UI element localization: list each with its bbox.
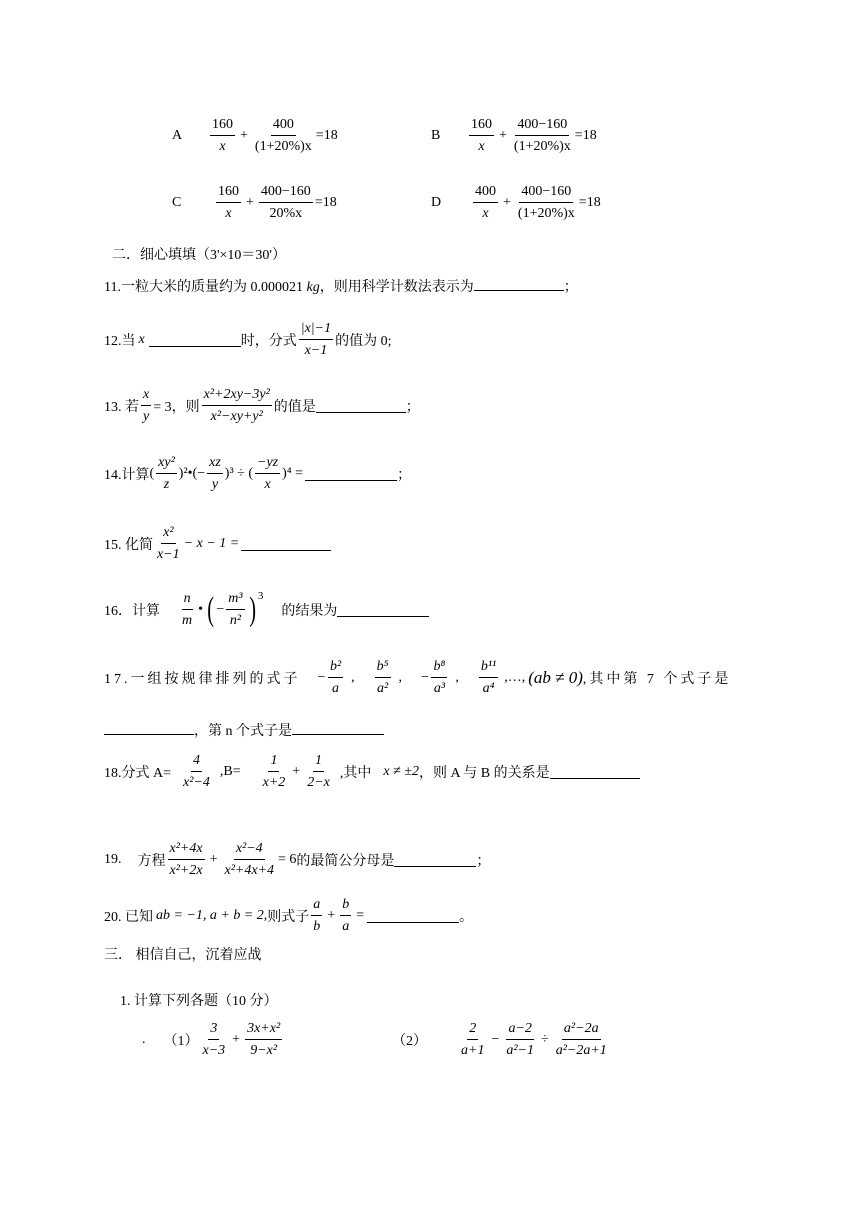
option-b: B $\frac{160}{x}$ + $\frac{400-160}{(1+20\%)x}$ =18 xyxy=(431,117,597,154)
question-15: 15. 化简 $\frac{\text{x²}}{x-1}$ − x − 1 = xyxy=(104,524,331,563)
section-2-heading: 二．细心填填（3'×10＝30'） xyxy=(112,248,286,263)
equals-18: =18 xyxy=(315,127,338,143)
question-19: 19. 方程 $\frac{\text{x²+4x}}{\text{x²+2x}}$ + $\frac{\text{x²−4}}{\text{x²+4x+4}}$ = 6 的最简公分母是 ； xyxy=(104,841,491,878)
fraction: $\frac{\text{x²+4x}}{\text{x²+2x}}$ xyxy=(169,841,203,878)
fraction: $\frac{400-160}{(1+20\%)x}$ xyxy=(517,184,575,221)
option-c-label: C xyxy=(172,194,182,210)
answer-blank[interactable] xyxy=(292,720,384,735)
fraction: $\frac{\text{b⁵}}{\text{a²}}$ xyxy=(376,659,389,696)
fraction: $\frac{160}{x}$ xyxy=(218,184,239,221)
answer-blank[interactable] xyxy=(149,332,241,347)
fraction: $\frac{160}{x}$ xyxy=(212,117,233,154)
fraction: $\frac{1}{x+2}$ xyxy=(262,753,286,790)
question-12: 12.当 x 时，分式 $\frac{|x|-1}{x-1}$ 的值为 0; xyxy=(104,321,392,358)
answer-blank[interactable] xyxy=(474,276,564,291)
answer-blank[interactable] xyxy=(241,536,331,551)
fraction: $\frac{\text{x²+2xy−3y²}}{\text{x²−xy+y²}}$ xyxy=(203,387,270,424)
fraction: $\frac{\text{b¹¹}}{\text{a⁴}}$ xyxy=(480,659,497,696)
question-14: 14.计算 ( $\frac{\text{xy²}}{z}$ )²•(− $\frac{xz}{y}$ )³ ÷ ( $\frac{-yz}{x}$ )⁴ = ； xyxy=(104,455,412,492)
option-d: D $\frac{400}{x}$ + $\frac{400-160}{(1+20\%)x}$ =18 xyxy=(431,184,601,221)
question-11: 11.一粒大米的质量约为 0.000021 kg，则用科学计数法表示为 ； xyxy=(104,276,578,296)
fraction: $\frac{160}{x}$ xyxy=(471,117,492,154)
question-16: 16．计算 $\frac{n}{m}$ • ( − $\frac{\text{m³}}{\text{n²}}$ ) $^3$ 的结果为 xyxy=(104,590,429,629)
calc-title: 1. 计算下列各题（10 分） xyxy=(120,994,278,1009)
fraction: $\frac{\text{3x+x²}}{\text{9−x²}}$ xyxy=(247,1021,281,1058)
equals-18: =18 xyxy=(578,194,601,210)
answer-blank[interactable] xyxy=(316,398,406,413)
fraction: $\frac{2}{a+1}$ xyxy=(461,1021,485,1058)
option-a-label: A xyxy=(172,127,183,143)
fraction: $\frac{400-160}{20\%x}$ xyxy=(260,184,311,221)
answer-blank[interactable] xyxy=(550,764,640,779)
equals-18: =18 xyxy=(314,194,337,210)
fraction: $\frac{400}{(1+20\%)x}$ xyxy=(254,117,312,154)
fraction: $\frac{a-2}{\text{a²−1}}$ xyxy=(506,1021,535,1058)
calc-problem-1: . （1） $\frac{3}{x-3}$ + $\frac{\text{3x+x²}}{\text{9−x²}}$ xyxy=(142,1021,281,1058)
question-13: 13. 若 $\frac{x}{y}$ = 3，则 $\frac{\text{x²+2xy−3y²}}{\text{x²−xy+y²}}$ 的值是 ； xyxy=(104,387,420,424)
fraction: $\frac{|x|-1}{x-1}$ xyxy=(300,321,332,358)
option-c: C $\frac{160}{x}$ + $\frac{400-160}{20\%x}$ =18 xyxy=(172,184,337,221)
score: 3'×10＝30' xyxy=(210,248,272,263)
fraction: $\frac{\text{x²}}{x-1}$ xyxy=(157,525,180,562)
fraction: $\frac{\text{m³}}{\text{n²}}$ xyxy=(228,591,243,628)
fraction: $\frac{xz}{y}$ xyxy=(209,455,221,492)
fraction: $\frac{\text{b⁸}}{\text{a³}}$ xyxy=(433,659,446,696)
option-d-label: D xyxy=(431,194,442,210)
equals-18: =18 xyxy=(574,127,597,143)
fraction: $\frac{\text{b²}}{a}$ xyxy=(329,659,342,696)
question-17-line-2: ，第 n 个式子是 xyxy=(104,720,384,740)
question-17: 17.一组按规律排列的式子 − $\frac{\text{b²}}{a}$ , $\frac{\text{b⁵}}{\text{a²}}$ , − $\frac{\text{b⁸}}{\text{a³}}$ , $\frac{\text{b¹¹}}{\text{a⁴}}$ ,…, (ab ≠ 0) ,其中第 7 个式子是 xyxy=(104,659,732,696)
answer-blank[interactable] xyxy=(367,908,459,923)
fraction: $\frac{4}{\text{x²−4}}$ xyxy=(183,753,210,790)
section-3-heading: 三． 相信自己，沉着应战 xyxy=(104,948,262,963)
answer-blank[interactable] xyxy=(394,852,476,867)
fraction: $\frac{\text{a²−2a}}{\text{a²−2a+1}}$ xyxy=(555,1021,607,1058)
fraction: $\frac{x}{y}$ xyxy=(143,387,150,424)
question-18: 18.分式 A= $\frac{4}{\text{x²−4}}$ ,B= $\frac{1}{x+2}$ + $\frac{1}{2-x}$ ,其中 x ≠ ±2 ，则 A 与 B 的关系是 xyxy=(104,752,640,791)
fraction: $\frac{a}{b}$ xyxy=(313,897,321,934)
option-b-label: B xyxy=(431,127,441,143)
fraction: $\frac{-yz}{x}$ xyxy=(257,455,279,492)
answer-blank[interactable] xyxy=(104,720,194,735)
option-a: A $\frac{160}{x}$ + $\frac{400}{(1+20\%)x}$ =18 xyxy=(172,117,338,154)
fraction: $\frac{\text{x²−4}}{\text{x²+4x+4}}$ xyxy=(224,841,275,878)
calc-problem-2: （2） $\frac{2}{a+1}$ − $\frac{a-2}{\text{a²−1}}$ ÷ $\frac{\text{a²−2a}}{\text{a²−2a+1}}$ xyxy=(392,1021,607,1058)
fraction: $\frac{3}{x-3}$ xyxy=(202,1021,226,1058)
fraction: $\frac{b}{a}$ xyxy=(342,897,350,934)
fraction: $\frac{400-160}{(1+20\%)x}$ xyxy=(513,117,571,154)
fraction: $\frac{1}{2-x}$ xyxy=(307,753,330,790)
answer-blank[interactable] xyxy=(337,602,429,617)
fraction: $\frac{n}{m}$ xyxy=(182,591,193,628)
question-20: 20. 已知 ab = −1, a + b = 2, 则式子 $\frac{a}{b}$ + $\frac{b}{a}$ = 。 xyxy=(104,897,474,934)
fraction: $\frac{400}{x}$ xyxy=(475,184,496,221)
fraction: $\frac{\text{xy²}}{z}$ xyxy=(158,455,175,492)
answer-blank[interactable] xyxy=(305,466,397,481)
